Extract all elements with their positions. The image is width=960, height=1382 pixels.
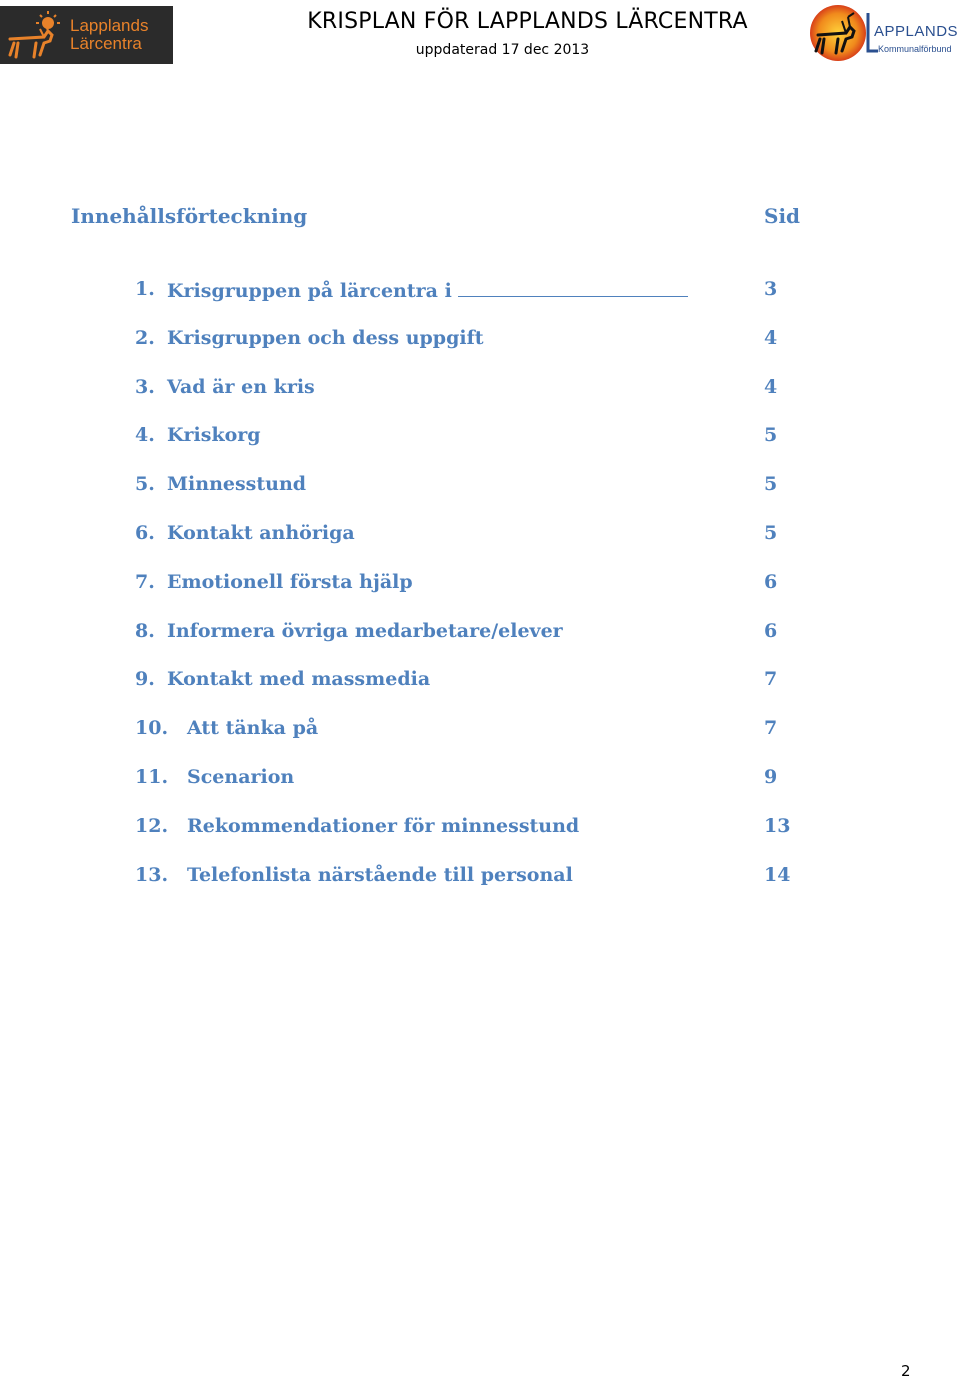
toc-item[interactable] xyxy=(135,327,815,376)
toc-item-label: Kontakt anhöriga xyxy=(167,521,355,544)
toc-item-page: 6 xyxy=(764,570,778,593)
toc-item[interactable] xyxy=(135,668,815,717)
toc-item-page: 14 xyxy=(764,863,791,886)
toc-item-number: 6. xyxy=(135,521,155,544)
toc-item[interactable] xyxy=(135,717,815,766)
toc-item-page: 13 xyxy=(764,814,791,837)
toc-item[interactable] xyxy=(135,278,815,327)
toc-item[interactable] xyxy=(135,473,815,522)
toc-item[interactable] xyxy=(135,620,815,669)
reindeer-logo-icon xyxy=(4,9,68,63)
toc-item-number: 4. xyxy=(135,424,155,447)
toc-page-column-header: Sid xyxy=(764,204,801,228)
toc-item[interactable] xyxy=(135,864,815,913)
toc-item[interactable] xyxy=(135,424,815,473)
fill-in-blank-line xyxy=(458,278,688,297)
toc-item-page: 4 xyxy=(764,326,778,349)
document-subtitle: uppdaterad 17 dec 2013 xyxy=(415,42,590,58)
sun-reindeer-logo-icon xyxy=(808,3,878,63)
toc-item-number: 8. xyxy=(135,619,155,642)
page-header xyxy=(0,0,960,70)
toc-item[interactable] xyxy=(135,376,815,425)
lapplands-kommunalforbund-logo xyxy=(808,3,960,63)
toc-item-number: 11. xyxy=(135,765,169,788)
toc-heading: Innehållsförteckning xyxy=(71,204,308,228)
toc-item-label: Emotionell första hjälp xyxy=(167,570,413,593)
document-title: KRISPLAN FÖR LAPPLANDS LÄRCENTRA xyxy=(307,9,748,34)
toc-item[interactable] xyxy=(135,522,815,571)
page-number: 2 xyxy=(901,1362,911,1380)
toc-item-label: Att tänka på xyxy=(187,717,319,740)
toc-item-number: 2. xyxy=(135,326,155,349)
toc-item-label: Kontakt med massmedia xyxy=(167,668,431,691)
toc-item-page: 5 xyxy=(764,424,778,447)
logo-brand-text: APPLANDS xyxy=(874,23,959,40)
toc-item-label: Minnesstund xyxy=(167,473,307,496)
lapplands-larcentra-logo xyxy=(0,6,173,64)
toc-item-page: 6 xyxy=(764,619,778,642)
toc-item[interactable] xyxy=(135,815,815,864)
toc-item-page: 5 xyxy=(764,521,778,544)
toc-item-number: 5. xyxy=(135,473,155,496)
logo-text-line1: Lapplands xyxy=(70,16,149,35)
toc-item-label: Telefonlista närstående till personal xyxy=(187,863,573,886)
toc-item-label: Scenarion xyxy=(187,765,295,788)
toc-item-page: 3 xyxy=(764,278,778,300)
toc-item-page: 5 xyxy=(764,473,778,496)
toc-item-number: 13. xyxy=(135,863,169,886)
toc-item-page: 9 xyxy=(764,765,778,788)
toc-item-label: Kriskorg xyxy=(167,424,261,447)
toc-item-number: 1. xyxy=(135,278,155,300)
toc-item-label: Rekommendationer för minnesstund xyxy=(187,814,580,837)
toc-item-label: Krisgruppen på lärcentra i xyxy=(167,278,688,302)
toc-item-page: 4 xyxy=(764,375,778,398)
toc-item-number: 10. xyxy=(135,717,169,740)
toc-item-page: 7 xyxy=(764,668,778,691)
toc-item-number: 3. xyxy=(135,375,155,398)
toc-item-number: 12. xyxy=(135,814,169,837)
toc-item[interactable] xyxy=(135,766,815,815)
logo-sub-text: Kommunalförbund xyxy=(878,44,952,54)
toc-item-label: Vad är en kris xyxy=(167,375,315,398)
toc-item-label: Krisgruppen och dess uppgift xyxy=(167,326,484,349)
toc-item[interactable] xyxy=(135,571,815,620)
toc-item-page: 7 xyxy=(764,717,778,740)
toc-item-number: 7. xyxy=(135,570,155,593)
logo-text-line2: Lärcentra xyxy=(70,34,142,53)
toc-item-number: 9. xyxy=(135,668,155,691)
toc-item-label: Informera övriga medarbetare/elever xyxy=(167,619,563,642)
toc-list xyxy=(135,278,815,912)
